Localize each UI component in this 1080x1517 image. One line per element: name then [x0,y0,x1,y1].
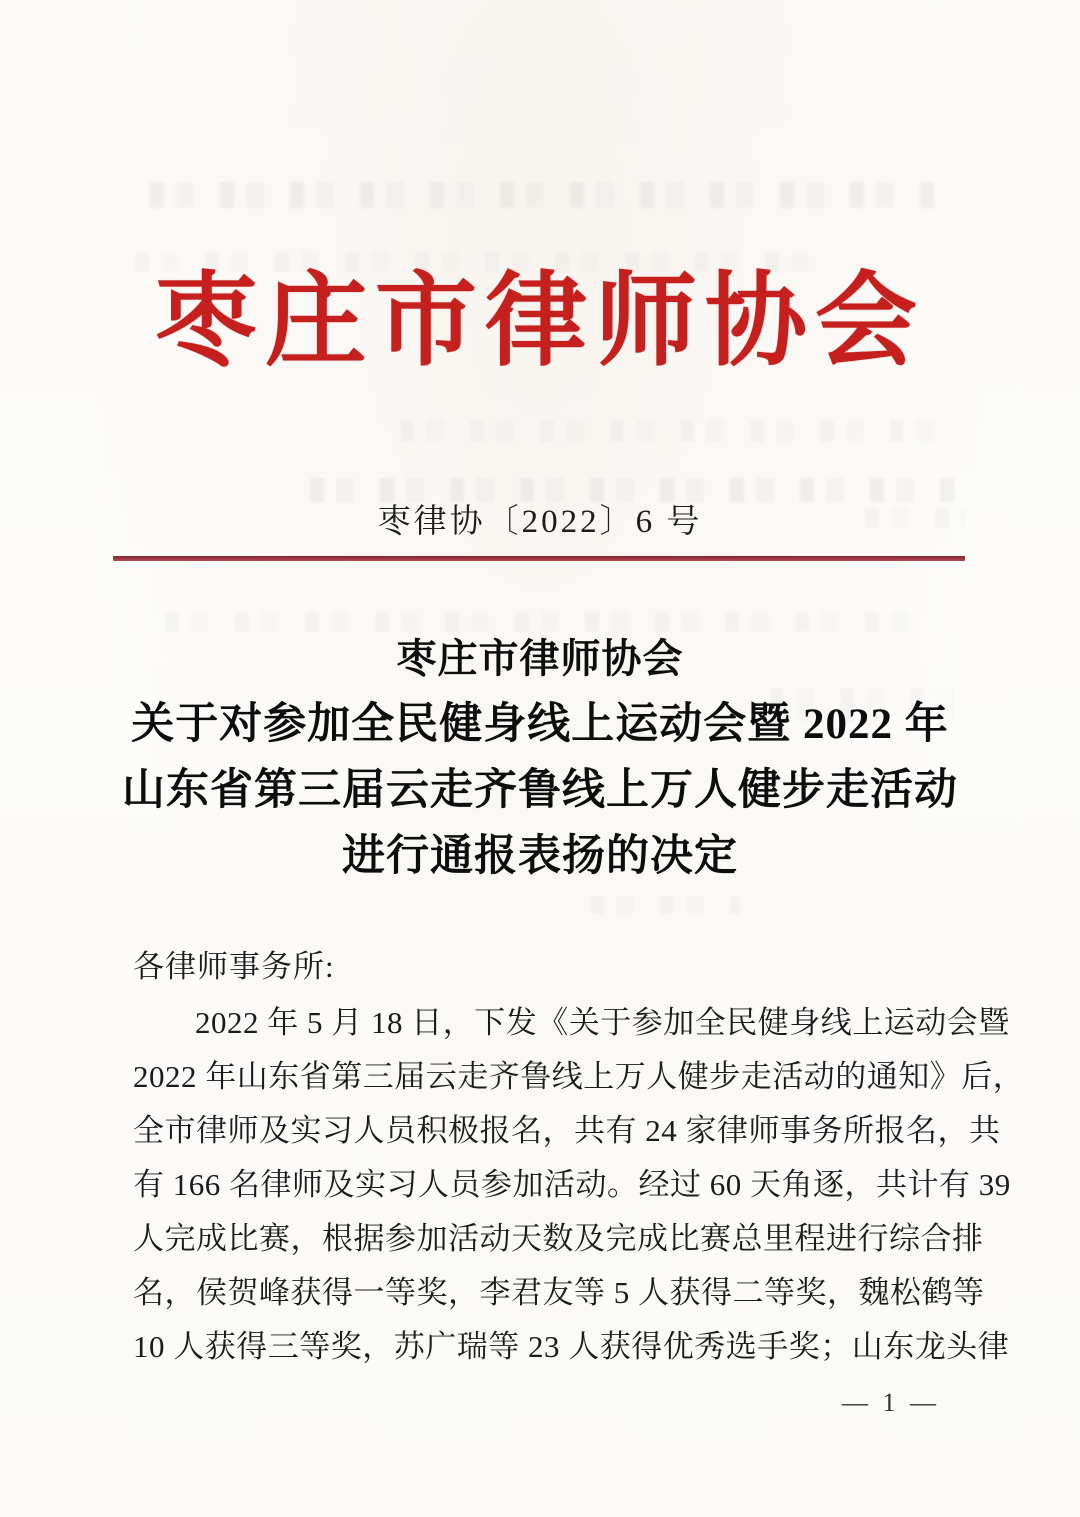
body-line: 名，侯贺峰获得一等奖，李君友等 5 人获得二等奖，魏松鹤等 [133,1275,985,1310]
document-title-block [40,626,1040,890]
red-divider-rule [113,556,965,561]
title-line-1: 枣庄市律师协会 [396,636,684,681]
salutation: 各律师事务所: [133,949,335,984]
body-line: 2022 年 5 月 18 日，下发《关于参加全民健身线上运动会暨 [195,1005,1010,1040]
body-line: 2022 年山东省第三届云走齐鲁线上万人健步走活动的通知》后， [133,1059,1025,1094]
letterhead-org-name: 枣庄市律师协会 [155,266,925,379]
title-line-2: 关于对参加全民健身线上运动会暨 2022 年 [131,701,949,748]
body-line: 10 人获得三等奖，苏广瑞等 23 人获得优秀选手奖；山东龙头律 [133,1329,1010,1364]
document-number: 枣律协〔2022〕6 号 [377,504,703,540]
body-line: 有 166 名律师及实习人员参加活动。经过 60 天角逐，共计有 39 [133,1167,1011,1202]
title-line-4: 进行通报表扬的决定 [342,833,738,880]
bleed-through-artifact [400,420,960,442]
body-paragraph [133,996,1025,1374]
bleed-through-artifact [150,182,940,208]
page-number: — 1 — [842,1388,940,1417]
title-line-3: 山东省第三届云走齐鲁线上万人健步走活动 [122,767,958,814]
body-line: 人完成比赛，根据参加活动天数及完成比赛总里程进行综合排 [133,1221,984,1256]
body-line: 全市律师及实习人员积极报名，共有 24 家律师事务所报名，共 [133,1113,1001,1148]
bleed-through-artifact [590,896,740,914]
